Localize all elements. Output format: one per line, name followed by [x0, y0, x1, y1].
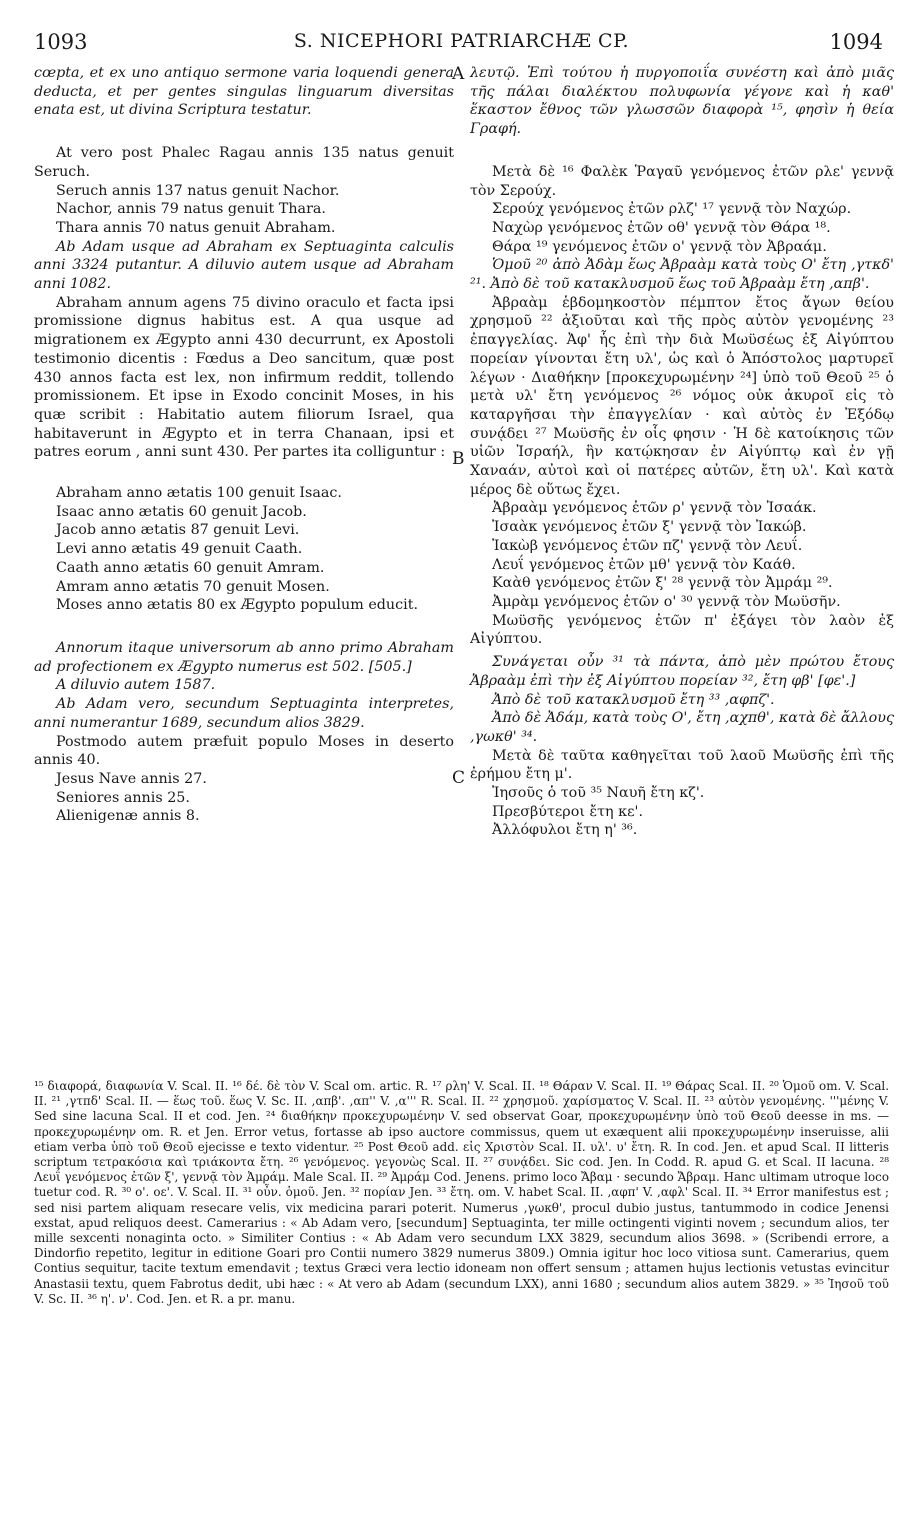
latin-paragraph: Nachor, annis 79 natus genuit Thara. [56, 201, 326, 218]
greek-paragraph: Ὁμοῦ ²⁰ ἀπὸ Ἀδὰμ ἕως Ἀβραὰμ κατὰ τοὺς Ο' ἔτη ,γτκδ' ²¹. Ἀπὸ δὲ τοῦ κατακλυσμοῦ ἕως τοῦ Ἀβραὰμ ἔτη ,απβ'. [470, 257, 894, 293]
margin-letter-c: C [452, 768, 466, 788]
greek-paragraph: Μετὰ δὲ ¹⁶ Φαλὲκ Ῥαγαῦ γενόμενος ἐτῶν ρλε' γεννᾷ τὸν Σερούχ. [470, 163, 894, 199]
greek-paragraph: λευτῷ. Ἐπὶ τούτου ἡ πυργοποιΐα συνέστη καὶ ἀπὸ μιᾶς τῆς πάλαι διαλέκτου πολυφωνία γέγονε καὶ ἡ καθ' ἕκαστον ἔθνος τῶν γλωσσῶν διαφορὰ ¹⁵, φησὶν ἡ θεία Γραφή. [470, 65, 894, 138]
greek-column [470, 64, 894, 840]
greek-paragraph: Ἀβραὰμ γενόμενος ἐτῶν ρ' γεννᾷ τὸν Ἰσαάκ. [492, 500, 817, 517]
greek-paragraph: Ἰακὼβ γενόμενος ἐτῶν πζ' γεννᾷ τὸν Λευΐ. [492, 537, 803, 554]
margin-letter-b: B [452, 449, 465, 469]
footnotes: ¹⁵ διαφορά, διαφωνία V. Scal. II. ¹⁶ δέ. δὲ τὸν V. Scal om. artic. R. ¹⁷ ρλη' V. Scal. II. ¹⁸ Θάραν V. Scal. II. ¹⁹ Θάρας Scal. II. ²⁰ Ὁμοῦ om. V. Scal. II. ²¹ ,γτπδ' Scal. II. — ἕως τοῦ. ἕως V. Sc. II. ,απβ'. ,απ'' V. ,α''' R. Scal. II. ²² χρησμοῦ. χαρίσματος V. Scal. II. ²³ αὐτὸν γενομένης. '''μένης V. Sed sine lacuna Scal. II et cod. Jen. ²⁴ διαθήκην προκεχυρωμένην V. sed observat Goar, προκεχυρωμένην ὑπὸ τοῦ Θεοῦ deesse in ms. — προκεχυρωμένην om. R. et Jen. Error vetus, fortasse ab ipso auctore commissus, quem ut exæquent alii προκεχυρωμένην inseruisse, alii etiam verba ὑπὸ τοῦ Θεοῦ ejecisse e texto videntur. ²⁵ Post Θεοῦ add. εἰς Χριστὸν Scal. II. υλ'. υ' ἔτη. R. In cod. Jen. et apud Scal. II litteris scriptum τετρακόσια καὶ τριάκοντα ἔτη. ²⁶ γενόμενος. γεγονὼς Scal. II. ²⁷ συνᾴδει. Sic cod. Jen. In Codd. R. apud G. et Scal. II lacuna. ²⁸ Λευΐ γενόμενος ἐτῶν ξ', γεννᾷ τὸν Ἀμράμ. Male Scal. II. ²⁹ Ἀμράμ Cod. Jenens. primo loco Ἄβαμ · secundo Ἄβραμ. Hanc ultimam utroque loco tuetur cod. R. ³⁰ ο'. οε'. V. Scal. II. ³¹ οὖν. ὁμοῦ. Jen. ³² πορίαν Jen. ³³ ἔτη. om. V. habet Scal. II. ,αφπ' V. ,αφλ' Scal. II. ³⁴ Error manifestus est ; sed nisi partem aliquam resecare velis, vix medicina parari poterit. Numerus ,γωκθ', procul dubio justus, tantummodo in codice Jenensi exstat, apud reliquos deest. Camerarius : « Ab Adam vero, [secundum] Septuaginta, ter mille octingenti viginti novem ; secundum alios, ter mille sexcenti nonaginta octo. » Similiter Contius : « Ab Adam vero secundum LXX 3829, secundum alios 3698. » (Scribendi errore, a Dindorfio repetito, legitur in editione Goari pro Contii numero 3829 numerus 3809.) Omnia igitur hoc loco vitiosa sunt. Camerarius, quem Contius sequitur, tacite textum emendavit ; textus Græci vera lectio idoneam non offert sensum ; attamen hujus lectionis vetustas evincitur Anastasii textu, quem Fabrotus dedit, ubi hæc : « At vero ab Adam (secundum LXX), anni 1680 ; secundum alios autem 3829. » ³⁵ Ἰησοῦ τοῦ V. Sc. II. ³⁶ η'. ν'. Cod. Jen. et R. a pr. manu. [34, 1079, 889, 1306]
greek-paragraph: Ἀπὸ δὲ Ἀδάμ, κατὰ τοὺς Ο', ἔτη ,αχπθ', κατὰ δὲ ἄλλους ,γωκθ' ³⁴. [470, 710, 894, 745]
latin-paragraph: Seruch annis 137 natus genuit Nachor. [56, 182, 340, 199]
greek-paragraph: Ἀβραὰμ ἑβδομηκοστὸν πέμπτον ἔτος ἄγων θείου χρησμοῦ ²² ἀξιοῦται καὶ τῆς πρὸς αὐτὸν γενομένης ²³ ἐπαγγελίας. Ἀφ' ἧς ἐπὶ τὴν διὰ Μωϋσέως ἐξ Αἰγύπτου πορείαν γίνονται ἔτη υλ', ὡς καὶ ὁ Ἀπόστολος μαρτυρεῖ λέγων · Διαθήκην [προκεχυρωμένην ²⁴] ὑπὸ τοῦ Θεοῦ ²⁵ ὁ μετὰ υλ' ἔτη γενόμενος ²⁶ νόμος οὐκ ἀκυροῖ εἰς τὸ καταργῆσαι τὴν ἐπαγγελίαν · καὶ αὐτὸς ἐν Ἐξόδῳ συνᾴδει ²⁷ Μωϋσῆς ἐν οἷς φησιν · Ἡ δὲ κατοίκησις τῶν υἱῶν Ἰσραήλ, ἣν κατῴκησαν ἐν Αἰγύπτῳ καὶ ἐν γῇ Χαναάν, αὐτοὶ καὶ οἱ πατέρες αὐτῶν, ἔτη υλ'. Καὶ κατὰ μέρος δὲ οὕτως ἔχει. [470, 294, 894, 498]
latin-paragraph: Levi anno ætatis 49 genuit Caath. [56, 541, 303, 558]
page-number-right: 1094 [829, 30, 883, 54]
latin-paragraph: Annorum itaque universorum ab anno primo Abraham ad profectionem ex Ægypto numerus est 502. [505.] [34, 639, 454, 675]
greek-paragraph: Ἀπὸ δὲ τοῦ κατακλυσμοῦ ἔτη ³³ ,αφπζ'. [492, 691, 775, 708]
latin-column [34, 64, 454, 826]
greek-paragraph: Μωϋσῆς γενόμενος ἐτῶν π' ἐξάγει τὸν λαὸν ἐξ Αἰγύπτου. [470, 612, 894, 648]
greek-paragraph: Καὰθ γενόμενος ἐτῶν ξ' ²⁸ γεννᾷ τὸν Ἀμράμ ²⁹. [492, 575, 833, 592]
latin-paragraph: Thara annis 70 natus genuit Abraham. [56, 219, 336, 236]
latin-paragraph: cœpta, et ex uno antiquo sermone varia loquendi genera deducta, et per gentes singulas linguarum diversitas enata est, ut divina Scriptura testatur. [34, 65, 454, 119]
latin-paragraph: Moses anno ætatis 80 ex Ægypto populum educit. [56, 597, 419, 614]
latin-paragraph: Alienigenæ annis 8. [56, 808, 200, 825]
greek-paragraph: Μετὰ δὲ ταῦτα καθηγεῖται τοῦ λαοῦ Μωϋσῆς ἐπὶ τῆς ἐρήμου ἔτη μ'. [470, 747, 894, 783]
greek-paragraph: Ἀλλόφυλοι ἔτη η' ³⁶. [492, 822, 638, 839]
latin-paragraph: Postmodo autem præfuit populo Moses in deserto annis 40. [34, 733, 454, 769]
latin-paragraph: Caath anno ætatis 60 genuit Amram. [56, 559, 325, 576]
greek-paragraph: Ἀμρὰμ γενόμενος ἐτῶν ο' ³⁰ γεννᾷ τὸν Μωϋσῆν. [492, 593, 841, 610]
greek-paragraph: Πρεσβύτεροι ἔτη κε'. [492, 803, 643, 820]
latin-paragraph: A diluvio autem 1587. [56, 677, 216, 694]
greek-paragraph: Ναχὼρ γενόμενος ἐτῶν οθ' γεννᾷ τὸν Θάρα ¹⁸. [492, 219, 831, 236]
page-number-left: 1093 [34, 30, 88, 54]
latin-paragraph: Isaac anno ætatis 60 genuit Jacob. [56, 503, 307, 520]
latin-paragraph: Abraham annum agens 75 divino oraculo et facta ipsi promissione dignus habitus est. A qua usque ad migrationem ex Ægypto anni 430 decurrunt, ex Apostoli testimonio dicentis : Fœdus a Deo sancitum, quæ post 430 annos facta est lex, non infirmum reddit, tollendo promissionem. Et ipse in Exodo concinit Moses, in his quæ scribit : Habitatio autem filiorum Israel, qua habitaverunt in Ægypto et in terra Chanaan, ipsi et patres eorum , anni sunt 430. Per partes ita colliguntur : [34, 294, 454, 461]
greek-paragraph: Ἰησοῦς ὁ τοῦ ³⁵ Ναυῆ ἔτη κζ'. [492, 785, 705, 802]
latin-paragraph: Seniores annis 25. [56, 789, 190, 806]
latin-paragraph: At vero post Phalec Ragau annis 135 natus genuit Seruch. [34, 145, 454, 180]
greek-paragraph: Λευΐ γενόμενος ἐτῶν μθ' γεννᾷ τὸν Καάθ. [492, 556, 796, 573]
greek-paragraph: Σερούχ γενόμενος ἐτῶν ρλζ' ¹⁷ γεννᾷ τὸν Ναχώρ. [492, 201, 852, 218]
latin-paragraph: Amram anno ætatis 70 genuit Mosen. [56, 578, 330, 595]
greek-paragraph: Συνάγεται οὖν ³¹ τὰ πάντα, ἀπὸ μὲν πρώτου ἔτους Ἀβραὰμ ἐπὶ τὴν ἐξ Αἰγύπτου πορείαν ³², ἔτη φβ' [φε'.] [470, 654, 894, 689]
running-title: S. NICEPHORI PATRIARCHÆ CP. [293, 30, 630, 52]
latin-paragraph: Abraham anno ætatis 100 genuit Isaac. [56, 485, 342, 502]
greek-paragraph: Θάρα ¹⁹ γενόμενος ἐτῶν ο' γεννᾷ τὸν Ἀβραάμ. [492, 238, 827, 255]
margin-letter-a: A [452, 64, 465, 84]
greek-paragraph: Ἰσαὰκ γενόμενος ἐτῶν ξ' γεννᾷ τὸν Ἰακώβ. [492, 519, 807, 536]
page-header [0, 30, 923, 56]
latin-paragraph: Jacob anno ætatis 87 genuit Levi. [56, 522, 300, 539]
latin-paragraph: Ab Adam vero, secundum Septuaginta interpretes, anni numerantur 1689, secundum alios 3829. [34, 696, 454, 731]
latin-paragraph: Jesus Nave annis 27. [56, 770, 207, 787]
latin-paragraph: Ab Adam usque ad Abraham ex Septuaginta calculis anni 3324 putantur. A diluvio autem usque ad Abraham anni 1082. [34, 238, 454, 293]
